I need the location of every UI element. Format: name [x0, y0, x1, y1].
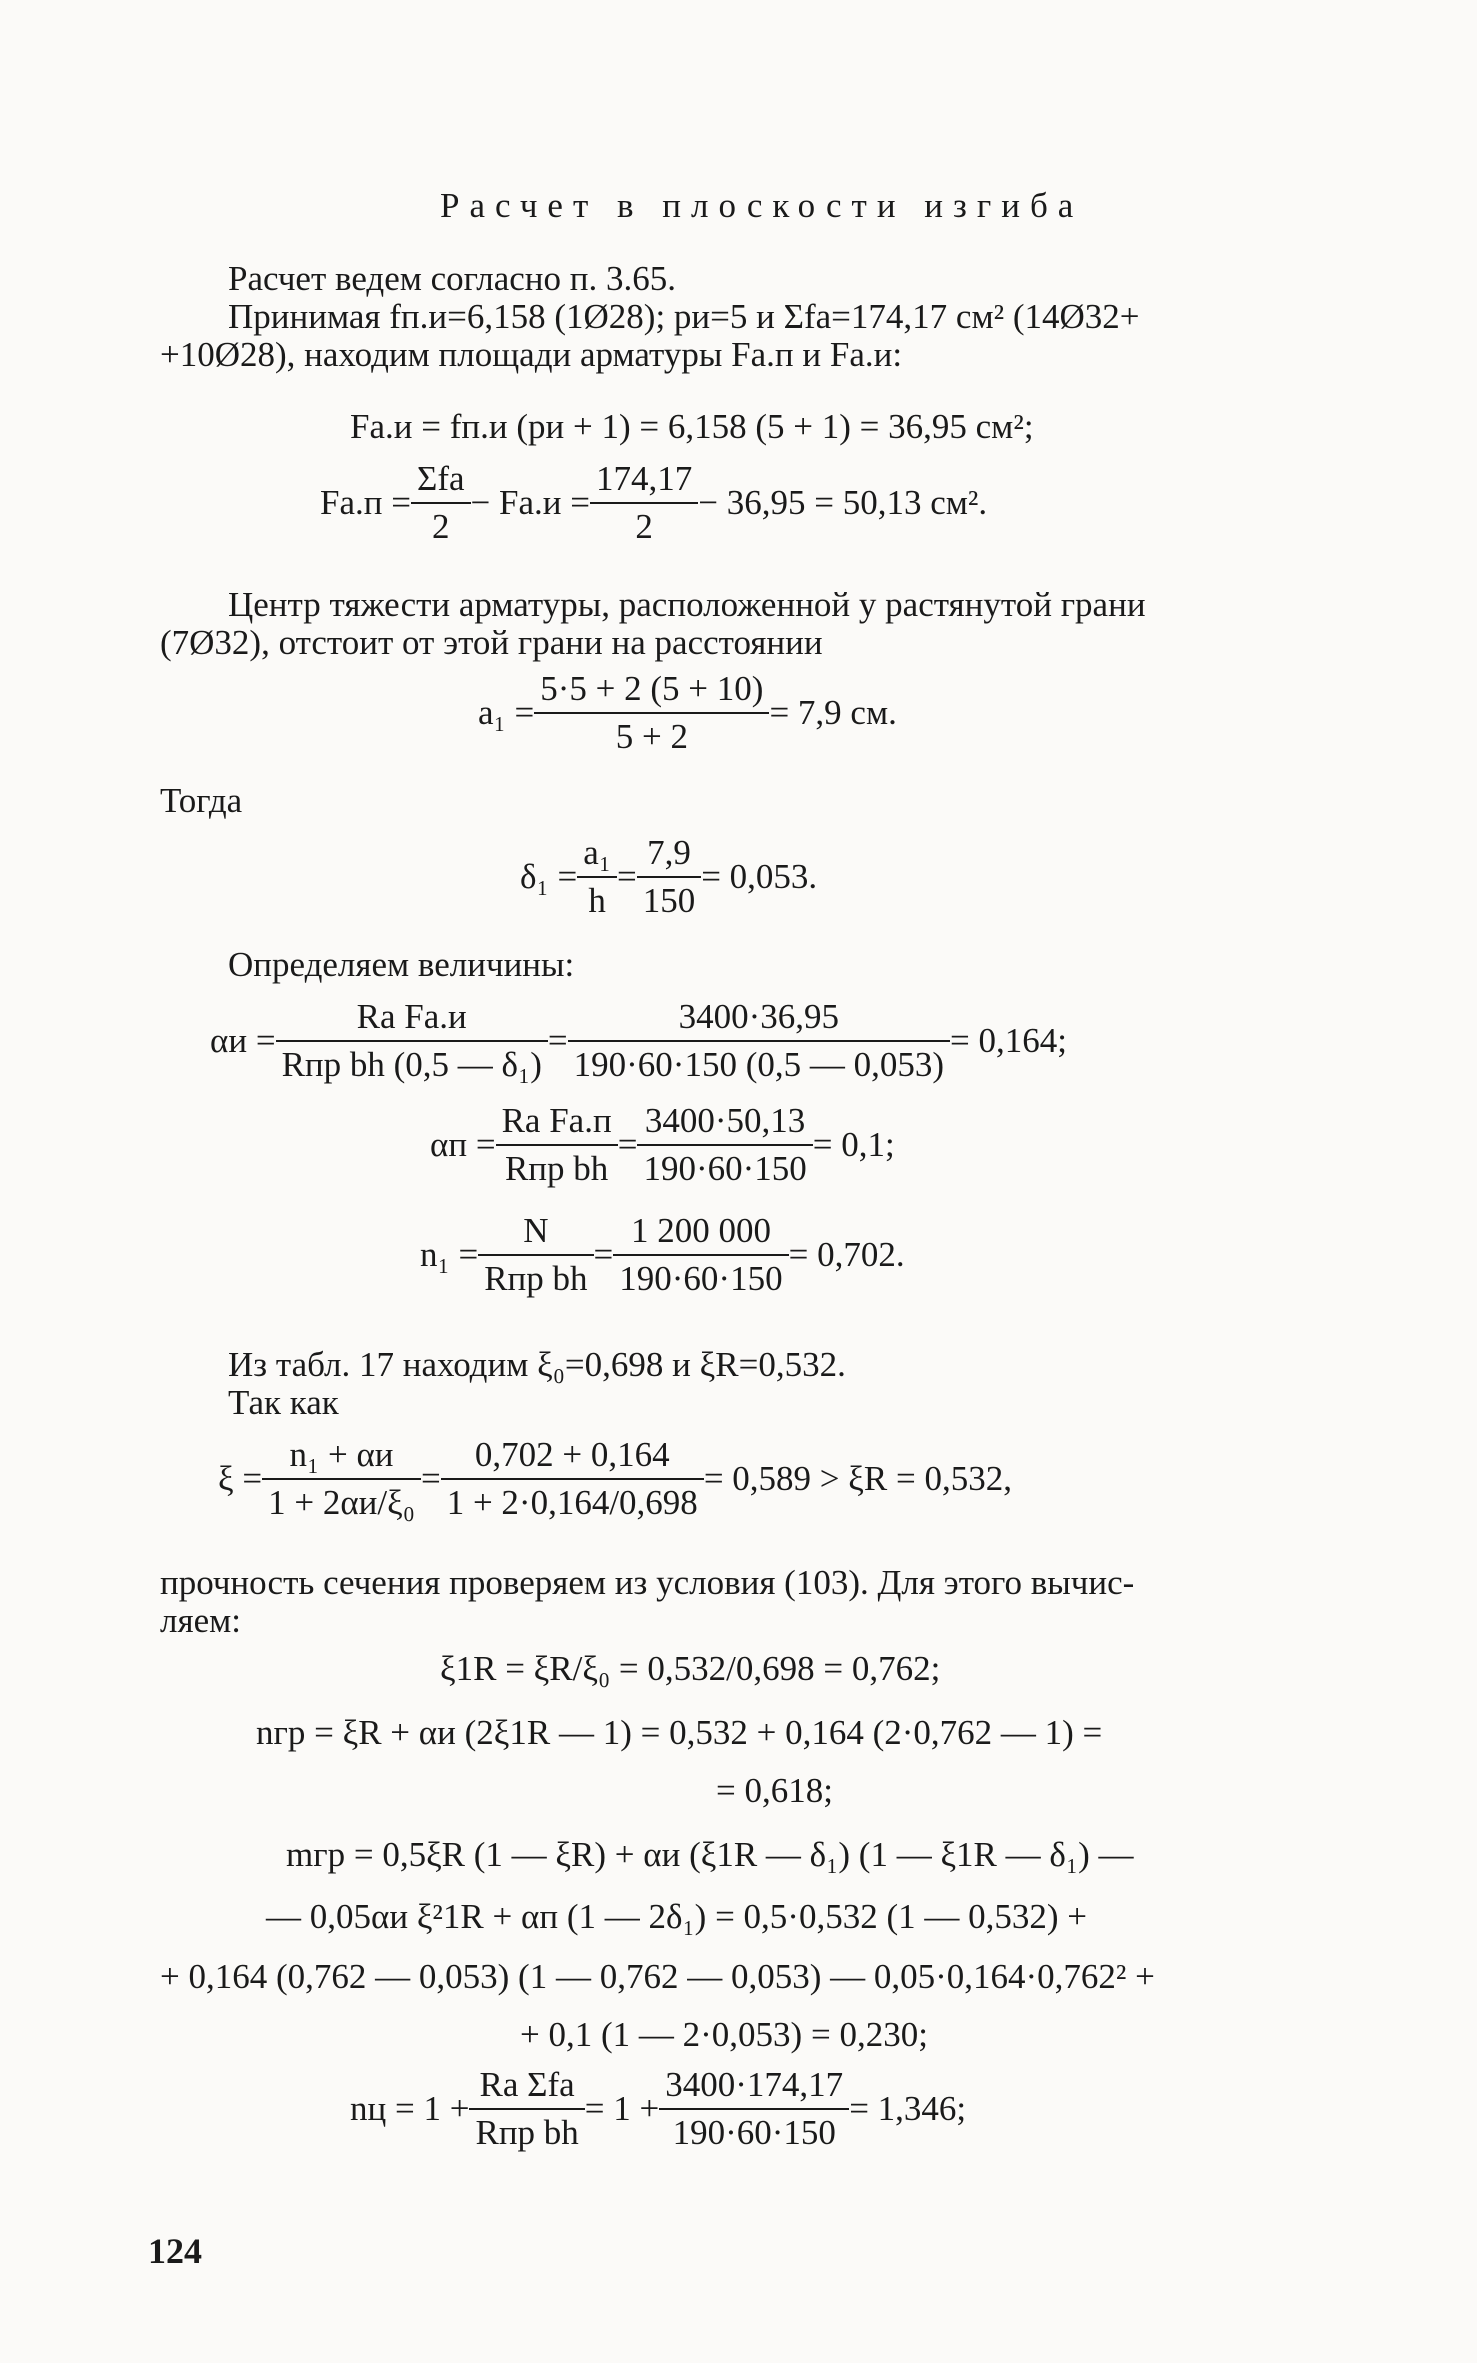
equation-lhs: δ₁ = [520, 857, 578, 896]
fraction [613, 1210, 788, 1300]
equation-ngr: nгр = ξR + αи (2ξ1R — 1) = 0,532 + 0,164 (2·0,762 — 1) = [256, 1713, 1103, 1752]
fraction [496, 1100, 618, 1190]
numerator: 5·5 + 2 (5 + 10) [534, 668, 769, 714]
page-number: 124 [148, 2231, 202, 2271]
equation-xi [218, 1434, 1012, 1524]
fraction [637, 1100, 812, 1190]
fraction [411, 458, 471, 548]
paragraph-text: Расчет ведем согласно п. 3.65. [228, 259, 677, 298]
equation-rhs: = 0,1; [812, 1125, 895, 1164]
numerator: N [478, 1210, 593, 1256]
fraction [478, 1210, 593, 1300]
equation-rhs: = 0,702. [788, 1235, 905, 1274]
equation-mid: = [547, 1021, 568, 1060]
equation-fai: Fa.и = fп.и (pи + 1) = 6,158 (5 + 1) = 36,95 см²; [350, 407, 1034, 446]
paragraph-text: Определяем величины: [228, 945, 575, 984]
equation-mgr-cont: + 0,1 (1 — 2·0,053) = 0,230; [520, 2015, 928, 2054]
paragraph-text: Тогда [160, 781, 243, 820]
numerator: 7,9 [637, 832, 702, 878]
equation-nc [350, 2064, 966, 2154]
fraction [262, 1434, 421, 1524]
fraction [276, 996, 548, 1086]
equation-mid: = [617, 1125, 638, 1164]
numerator: Ra Fa.и [276, 996, 548, 1042]
denominator: Rпр bh (0,5 — δ₁) [281, 1045, 542, 1084]
numerator: Ra Σfa [469, 2064, 584, 2110]
equation-lhs: nц = 1 + [350, 2089, 470, 2128]
equation-ngr-cont: = 0,618; [716, 1771, 833, 1810]
denominator: 2 [635, 507, 653, 546]
numerator: 0,702 + 0,164 [441, 1434, 704, 1480]
equation-lhs: n₁ = [420, 1235, 479, 1274]
numerator: Σfa [411, 458, 471, 504]
denominator: 190·60·150 [643, 1149, 807, 1188]
equation-mgr: mгр = 0,5ξR (1 — ξR) + αи (ξ1R — δ₁) (1 — ξ1R — δ₁) — [286, 1835, 1134, 1874]
equation-xi1r: ξ1R = ξR/ξ₀ = 0,532/0,698 = 0,762; [440, 1649, 941, 1688]
fraction [577, 832, 617, 922]
fraction [590, 458, 698, 548]
paragraph-text: Принимая fп.и=6,158 (1Ø28); pи=5 и Σfa=174,17 см² (14Ø32+ [228, 297, 1140, 336]
equation-rhs: = 0,053. [701, 857, 818, 896]
denominator: 1 + 2·0,164/0,698 [446, 1483, 698, 1522]
equation-fap [320, 458, 987, 548]
numerator: a₁ [577, 832, 617, 878]
numerator: 3400·50,13 [637, 1100, 812, 1146]
equation-rhs: = 1,346; [849, 2089, 967, 2128]
equation-n1 [420, 1210, 905, 1300]
equation-mid: = 1 + [584, 2089, 660, 2128]
numerator: 3400·174,17 [659, 2064, 849, 2110]
fraction [469, 2064, 584, 2154]
fraction [659, 2064, 849, 2154]
paragraph-text: Так как [228, 1383, 339, 1422]
equation-lhs: αп = [430, 1125, 496, 1164]
equation-lhs: αи = [210, 1021, 276, 1060]
equation-delta1 [520, 832, 817, 922]
equation-lhs: ξ = [218, 1459, 263, 1498]
numerator: n₁ + αи [262, 1434, 421, 1480]
equation-a1 [478, 668, 897, 758]
equation-mid: = [593, 1235, 614, 1274]
denominator: 1 + 2αи/ξ₀ [268, 1483, 415, 1522]
equation-rhs: = 0,589 > ξR = 0,532, [703, 1459, 1012, 1498]
fraction [441, 1434, 704, 1524]
equation-lhs: Fa.п = [320, 483, 411, 522]
paragraph-text: прочность сечения проверяем из условия (103). Для этого вычис- [160, 1563, 1135, 1602]
fraction [568, 996, 950, 1086]
equation-alpha-i [210, 996, 1067, 1086]
denominator: Rпр bh [475, 2113, 579, 2152]
equation-mid: − Fa.и = [470, 483, 591, 522]
paragraph-text: (7Ø32), отстоит от этой грани на расстоянии [160, 623, 823, 662]
numerator: 3400·36,95 [568, 996, 950, 1042]
paragraph-text: ляем: [160, 1601, 241, 1640]
denominator: 190·60·150 (0,5 — 0,053) [573, 1045, 945, 1084]
paragraph-text: Из табл. 17 находим ξ₀=0,698 и ξR=0,532. [228, 1345, 846, 1384]
denominator: Rпр bh [504, 1149, 609, 1188]
paragraph-text: +10Ø28), находим площади арматуры Fa.п и Fa.и: [160, 335, 903, 374]
denominator: 2 [432, 507, 450, 546]
equation-mid: = [420, 1459, 441, 1498]
equation-rhs: = 0,164; [950, 1021, 1067, 1060]
equation-alpha-p [430, 1100, 895, 1190]
equation-mid: = [616, 857, 637, 896]
denominator: 150 [642, 881, 696, 920]
numerator: 174,17 [590, 458, 698, 504]
equation-lhs: a₁ = [478, 693, 535, 732]
fraction [534, 668, 769, 758]
denominator: 5 + 2 [615, 717, 688, 756]
equation-rhs: − 36,95 = 50,13 см². [698, 483, 988, 522]
equation-mgr-cont: — 0,05αи ξ²1R + αп (1 — 2δ₁) = 0,5·0,532 (1 — 0,532) + [266, 1897, 1088, 1936]
numerator: 1 200 000 [613, 1210, 788, 1256]
paragraph-text: Центр тяжести арматуры, расположенной у растянутой грани [228, 585, 1146, 624]
denominator: h [588, 881, 606, 920]
equation-rhs: = 7,9 см. [769, 693, 897, 732]
fraction [637, 832, 702, 922]
equation-mgr-cont: + 0,164 (0,762 — 0,053) (1 — 0,762 — 0,053) — 0,05·0,164·0,762² + [160, 1957, 1155, 1996]
denominator: Rпр bh [484, 1259, 588, 1298]
denominator: 190·60·150 [672, 2113, 836, 2152]
numerator: Ra Fa.п [496, 1100, 618, 1146]
section-heading: Расчет в плоскости изгиба [440, 186, 1084, 225]
denominator: 190·60·150 [619, 1259, 783, 1298]
